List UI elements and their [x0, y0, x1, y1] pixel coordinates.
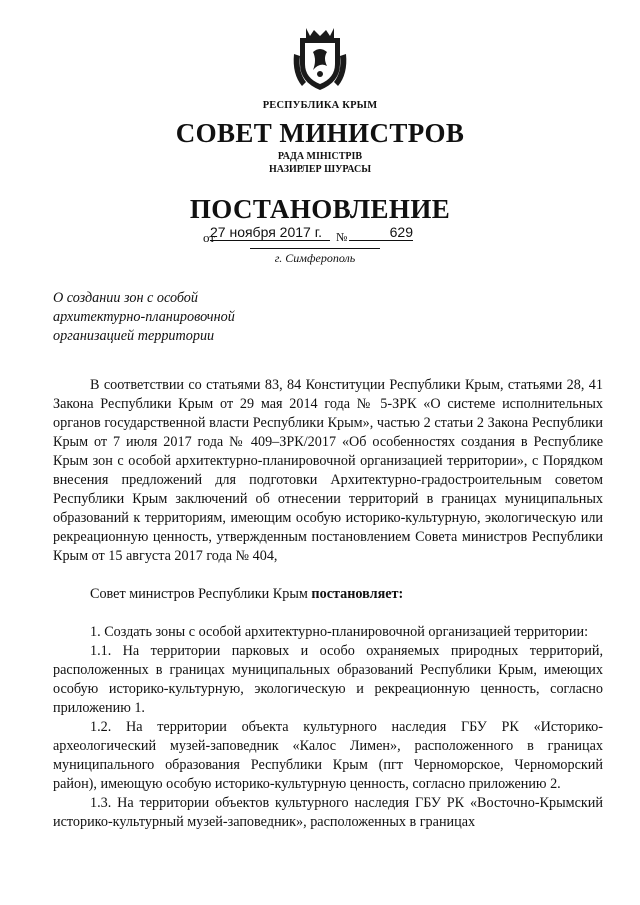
date-number-line [203, 225, 443, 245]
item-1: 1. Создать зоны с особой архитектурно-планировочной организацией территории: [90, 624, 589, 640]
document-body [53, 376, 603, 832]
resolve-paragraph [53, 585, 603, 604]
subject-line: О создании зон с особой [53, 290, 198, 306]
document-subject [53, 289, 235, 346]
resolve-text: Совет министров Республики Крым [90, 586, 312, 602]
council-heading: СОВЕТ МИНИСТРОВ [175, 118, 465, 148]
document-city: г. Симферополь [250, 248, 380, 266]
resolve-colon: : [398, 586, 404, 602]
crimea-coat-of-arms-icon [292, 24, 348, 94]
from-prefix: от [203, 230, 216, 245]
council-heading-ukrainian: РАДА МІНІСТРІВ [277, 151, 363, 162]
document-date: 27 ноября 2017 г. [210, 224, 330, 241]
subject-line: организацией территории [53, 328, 215, 344]
item-1-3: 1.3. На территории объектов культурного наследия ГБУ РК «Восточно-Крымский историко-культурный музей-заповедник», расположенных в границах [53, 795, 603, 830]
resolve-keyword: постановляет [311, 586, 399, 602]
number-prefix: № [336, 230, 348, 244]
document-number: 629 [349, 224, 413, 241]
preamble-paragraph: В соответствии со статьями 83, 84 Конституции Республики Крым, статьями 28, 41 Закона Республики Крым от 29 мая 2014 года № 5-ЗРК «О системе исполнительных органов государственной власти Республики Крым», частью 2 статьи 2 Закона Республики Крым от 7 июля 2017 года № 409–ЗРК/2017 «Об особенностях создания в Республике Крым зон с особой архитектурно-планировочной организацией территории», с Порядком внесения предложений для подготовки Архитектурно-градостроительным советом Республики Крым заключений об отнесении территорий в границах муниципальных образований к территориям, имеющим особую историко-культурную, экологическую или рекреационную ценность, утвержденным постановлением Совета министров Республики Крым от 15 августа 2017 года № 404, [53, 377, 603, 564]
item-1-1: 1.1. На территории парковых и особо охраняемых природных территорий, расположенных в границах муниципальных образований Республики Крым, имеющих особую историко-культурную, экологическую и рекреационную ценность, согласно приложению 1. [53, 643, 603, 716]
item-1-2: 1.2. На территории объекта культурного наследия ГБУ РК «Историко-археологический музей-заповедник «Калос Лимен», расположенного в границах муниципального образования Республики Крым (пгт Черноморское, Черноморский район), имеющую особую историко-культурную ценность, согласно приложению 2. [53, 719, 603, 792]
document-type-title: ПОСТАНОВЛЕНИЕ [189, 194, 451, 224]
council-heading-crimean-tatar: НАЗИРЛЕР ШУРАСЫ [268, 164, 372, 175]
subject-line: архитектурно-планировочной [53, 309, 235, 325]
republic-heading: РЕСПУБЛИКА КРЫМ [262, 100, 378, 111]
